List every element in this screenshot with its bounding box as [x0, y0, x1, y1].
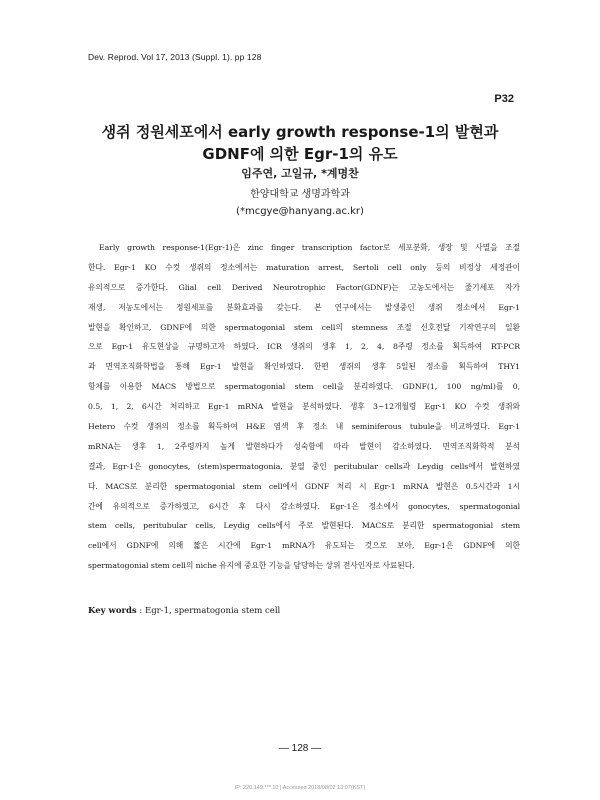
abstract-line: 다. MACS로 분리한 spermatogonial stem cell에서 GDNF 처리 시 Egr-1 mRNA 발현은 0.5시간과 1시	[88, 481, 520, 491]
abstract-line: 으로 Egr-1 유도현상을 규명하고자 하였다. ICR 생쥐의 생후 1, 2, 4, 8주령 정소를 획득하여 RT-PCR	[88, 342, 520, 352]
abstract-line: 결과, Egr-1은 gonocytes, (stem)spermatogonia, 분열 중인 peritubular cells과 Leydig cells에서 발현하였	[88, 461, 520, 471]
authors: 임주연, 고일규, *계명찬	[241, 167, 359, 180]
keywords	[88, 604, 280, 618]
paper-title-line-2: GDNF에 의한 Egr-1의 유도	[202, 145, 398, 163]
abstract	[88, 238, 520, 576]
abstract-line: 과 면역조직화학법을 통해 Egr-1 발현을 확인하였다. 한편 생쥐의 생후 5일된 정소를 획득하여 THY1	[88, 362, 520, 372]
abstract-line: 발현을 확인하고, GDNF에 의한 spermatogonial stem cell의 stemness 조절 신호전달 기작연구의 일환	[88, 322, 520, 332]
abstract-line: 재생, 저농도에서는 정원세포를 분화효과를 갖는다. 본 연구에서는 발생중인 생쥐 정소에서 Egr-1	[88, 302, 520, 312]
keywords-text: Egr-1, spermatogonia stem cell	[144, 606, 281, 616]
abstract-line: Early growth response-1(Egr-1)은 zinc finger transcription factor로 세포분화, 생장 및 사멸을 조절	[99, 243, 520, 252]
page-number: — 128 —	[278, 743, 322, 754]
access-note: IP: 220.149.***.10 | Accessed 2018/08/02 13:07(KST)	[234, 785, 366, 791]
abstract-line: cell에서 GDNF에 의해 짧은 시간에 Egr-1 mRNA가 유도되는 것으로 보아, Egr-1은 GDNF에 의한	[88, 541, 520, 551]
keywords-separator: :	[136, 606, 145, 616]
abstract-line: 한다. Egr-1 KO 수컷 생쥐의 정소에서는 maturation arrest, Sertoli cell only 등의 비정상 세정관이	[88, 262, 520, 272]
abstract-line: 유의적으로 증가한다. Glial cell Derived Neurotrophic Factor(GDNF)는 고농도에서는 줄기세포 자가	[88, 282, 520, 292]
keywords-label: Key words	[88, 606, 137, 616]
affiliation: 한양대학교 생명과학과	[250, 189, 350, 200]
abstract-line: Hetero 수컷 생쥐의 정소를 획득하여 H&E 염색 후 정소 내 seminiferous tubule을 비교하였다. Egr-1	[88, 422, 520, 432]
corresponding-email: (*mcgye@hanyang.ac.kr)	[236, 206, 364, 217]
abstract-line: 0.5, 1, 2, 6시간 처리하고 Egr-1 mRNA 발현을 분석하였다. 생후 3~12개월령 Egr-1 KO 수컷 생쥐와	[88, 402, 520, 412]
poster-code: P32	[494, 93, 514, 105]
abstract-line: mRNA는 생후 1, 2주령까지 높게 발현하다가 성숙함에 따라 발현이 감소하였다. 면역조직화학적 분석	[88, 441, 520, 451]
abstract-line: 간에 유의적으로 증가하였고, 6시간 후 다시 감소하였다. Egr-1은 정소에서 gonocytes, spermatogonial	[88, 501, 520, 511]
abstract-line: spermatogonial stem cell의 niche 유지에 중요한 기능을 담당하는 상위 전사인자로 사료된다.	[88, 561, 415, 571]
abstract-line: 항체를 이용한 MACS 방법으로 spermatogonial stem cell을 분리하였다. GDNF(1, 100 ng/ml)를 0,	[88, 382, 520, 392]
paper-title-line-1: 생쥐 정원세포에서 early growth response-1의 발현과	[101, 123, 499, 141]
abstract-line: stem cells, peritubular cells, Leydig cells에서 주로 발현된다. MACS로 분리한 spermatogonial stem	[88, 521, 520, 531]
journal-citation: Dev. Reprod. Vol 17, 2013 (Suppl. 1). pp 128	[88, 52, 262, 62]
